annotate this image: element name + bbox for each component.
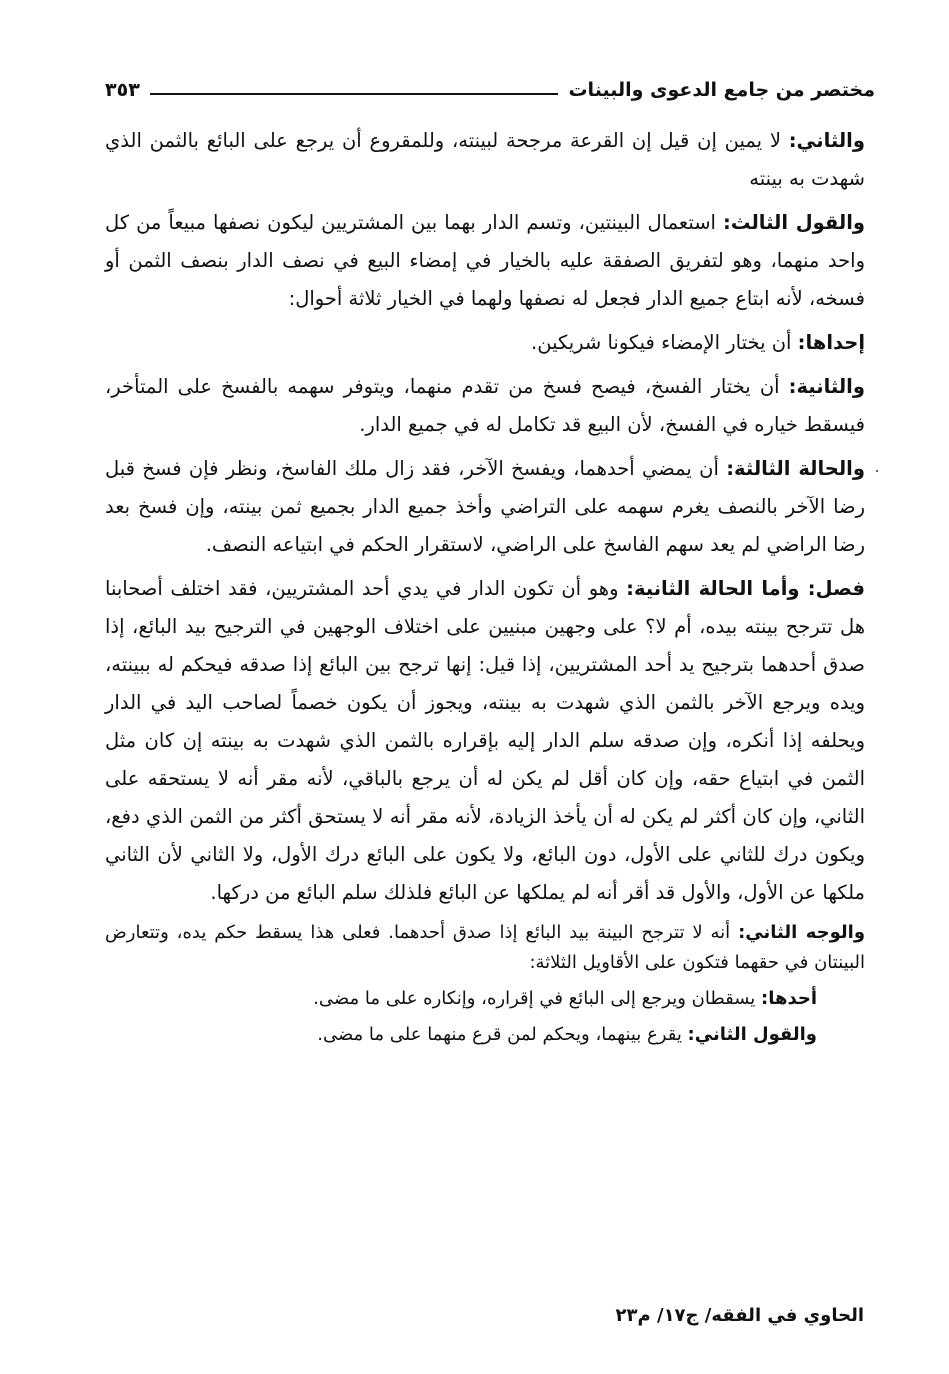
paragraph-text: أن يمضي أحدهما، ويفسخ الآخر، فقد زال ملك الفاسخ، ونظر فإن فسخ قبل رضا الآخر بالنصف يغرم سهمه على التراضي وأخذ جميع الدار بجميع ثمن بينته، وإن فسخ بعد رضا الراضي لم يعد سهم الفاسخ على الراضي، لاستقرار الحكم في ابتياعه النصف. <box>105 457 865 556</box>
list-item <box>105 1020 865 1050</box>
list-item <box>105 984 865 1014</box>
paragraph-lead: والحالة الثالثة: <box>726 457 865 480</box>
paragraph <box>105 368 865 444</box>
paragraph-lead: والقول الثالث: <box>723 211 865 234</box>
small-print-section <box>105 918 865 1050</box>
paragraph <box>105 204 865 318</box>
page-body <box>105 122 865 1056</box>
paragraph-text: أن يختار الفسخ، فيصح فسخ من تقدم منهما، ويتوفر سهمه بالفسخ على المتأخر، فيسقط خياره في الفسخ، لأن البيع قد تكامل له في جميع الدار. <box>105 375 865 436</box>
running-header <box>105 70 875 110</box>
paragraph <box>105 918 865 978</box>
paragraph-text: يسقطان ويرجع إلى البائع في إقراره، وإنكاره على ما مضى. <box>313 988 762 1009</box>
paragraph-text: أن يختار الإمضاء فيكونا شريكين. <box>531 331 798 354</box>
paragraph-lead: والثاني: <box>788 129 865 152</box>
margin-speck <box>876 470 878 472</box>
paragraph-text: استعمال البينتين، وتسم الدار بهما بين المشتريين ليكون نصفها مبيعاً من كل واحد منهما، وهو لتفريق الصفقة عليه بالخيار في إمضاء البيع في نصف الدار بنصف الثمن أو فسخه، لأنه ابتاع جميع الدار فجعل له نصفها ولهما في الخيار ثلاثة أحوال: <box>105 211 865 310</box>
paragraph-text: لا يمين إن قيل إن القرعة مرجحة لبينته، وللمقروع أن يرجع على البائع بالثمن الذي شهدت به بينته <box>105 129 865 190</box>
paragraph <box>105 450 865 564</box>
paragraph-lead: إحداها: <box>797 331 865 354</box>
page-footer: الحاوي في الفقه/ ج١٧/ م٢٣ <box>615 1305 864 1326</box>
paragraph-text: أنه لا تترجح البينة بيد البائع إذا صدق أحدهما. فعلى هذا يسقط حكم يده، وتتعارض البينتان في حقهما فتكون على الأقاويل الثلاثة: <box>105 922 865 973</box>
paragraph-text: يقرع بينهما، ويحكم لمن قرع منهما على ما مضى. <box>317 1024 688 1045</box>
header-title: مختصر من جامع الدعوى والبينات <box>568 79 875 101</box>
paragraph-lead: والوجه الثاني: <box>738 922 866 943</box>
paragraph <box>105 570 865 912</box>
page-number: ٣٥٣ <box>105 79 140 101</box>
paragraph <box>105 324 865 362</box>
paragraph-lead: والقول الثاني: <box>687 1024 817 1045</box>
paragraph-lead: فصل: وأما الحالة الثانية: <box>626 577 865 600</box>
paragraph-lead: أحدها: <box>761 988 817 1009</box>
paragraph <box>105 122 865 198</box>
paragraph-text: وهو أن تكون الدار في يدي أحد المشتريين، فقد اختلف أصحابنا هل تترجح بينته بيده، أم لا؟ على وجهين مبنيين على اختلاف الوجهين في الترجيح بيد البائع، إذا صدق أحدهما بترجيح يد أحد المشتريين، إذا قيل: إنها ترجح بين البائع إذا صدقه فيحكم له ببينته، ويده ويرجع الآخر بالثمن الذي شهدت به بينته، ويجوز أن يكون خصماً لصاحب اليد في الدار ويحلفه إذا أنكره، وإن صدقه سلم الدار إليه بإقراره بالثمن الذي شهدت به بينته إن كان مثل الثمن في ابتياع حقه، وإن كان أقل لم يكن له أن يرجع بالباقي، لأنه مقر أنه لا يستحقه على الثاني، وإن كان أكثر لم يكن له أن يأخذ الزيادة، لأنه مقر أنه لا يستحق أكثر من الثمن الذي دفع، ويكون درك للثاني على الأول، دون البائع، ولا يكون على البائع درك الأول، ولا الثاني لأن الثاني ملكها عن الأول، والأول قد أقر أنه لم يملكها عن البائع فلذلك سلم البائع من دركها. <box>105 577 865 904</box>
header-rule <box>150 93 559 95</box>
paragraph-lead: والثانية: <box>788 375 865 398</box>
